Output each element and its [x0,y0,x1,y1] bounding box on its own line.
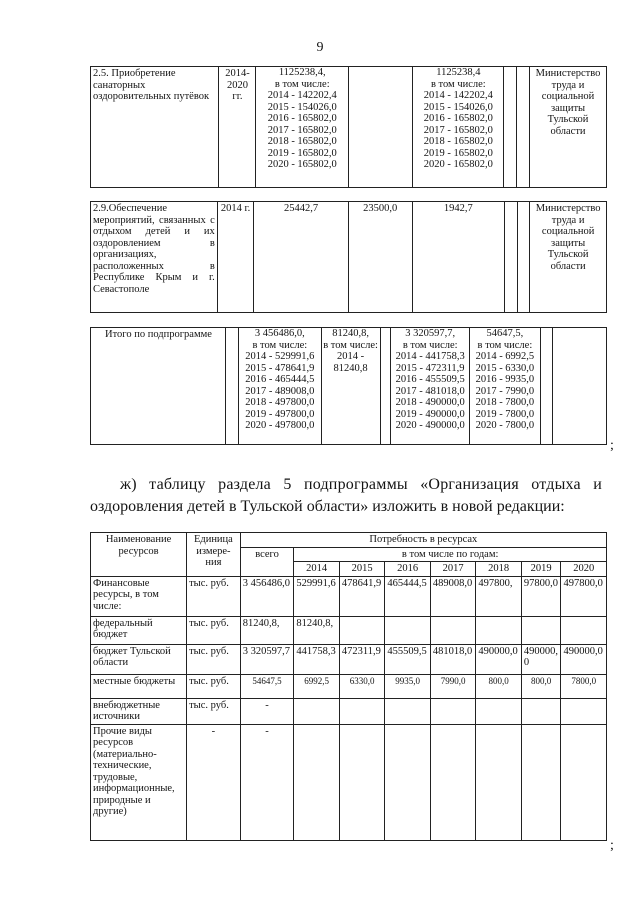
row-value-2016 [385,724,431,840]
table-row [91,576,607,616]
row-total: 3 320597,7 [240,644,294,674]
row-total: 54647,5 [240,674,294,698]
row-value-2017 [430,724,476,840]
row-value-2017: 489008,0 [430,576,476,616]
row-value-2020: 490000,0 [561,644,607,674]
row-total: 3 456486,0 [240,576,294,616]
row-name: внебюджетные источники [91,698,187,724]
row-value-2014: 529991,6 [294,576,340,616]
row-2-9-executor: Министерство труда и социальной защиты Тульской области [530,202,607,313]
row-total: 81240,8, [240,616,294,644]
program-table-row-2-5 [90,66,607,188]
total-row-period [226,328,239,445]
row-value-2017: 7990,0 [430,674,476,698]
row-value-2016: 455509,5 [385,644,431,674]
paragraph-line-1: ж) таблицу раздела 5 подпрограммы «Организация отдыха и [120,476,602,493]
header-year-2019: 2019 [521,562,561,577]
row-total: - [240,724,294,840]
row-value-2019: 490000, 0 [521,644,561,674]
row-2-9-regional: 1942,7 [412,202,504,313]
row-2-9-local [504,202,517,313]
row-2-5-total: 1125238,4, в том числе: 2014 - 142202,4 2015 - 154026,0 2016 - 165802,0 2017 - 165802,0 2018 - 165802,0 2019 - 165802,0 2020 - 165802,0 [256,67,349,188]
row-value-2015 [339,698,385,724]
row-name: бюджет Тульской области [91,644,187,674]
row-value-2017: 481018,0 [430,644,476,674]
row-value-2018 [476,724,522,840]
row-2-5-period: 2014-2020 гг. [219,67,256,188]
row-2-9-name: 2.9.Обеспечение мероприятий, связанных с отдыхом детей и их оздоровлением в организациях, расположенных в Республике Крым и г. Севастополе [91,202,218,313]
row-value-2014 [294,724,340,840]
row-value-2015: 472311,9 [339,644,385,674]
row-value-2016: 9935,0 [385,674,431,698]
row-value-2015 [339,724,385,840]
header-total: всего [240,547,294,576]
program-table-total [90,327,607,445]
row-total: - [240,698,294,724]
table-row [91,616,607,644]
row-value-2018: 490000,0 [476,644,522,674]
header-by-years: в том числе по годам: [294,547,607,562]
row-name: Прочие виды ресурсов (материально-технические, трудовые, информационные, природные и другие) [91,724,187,840]
row-value-2020 [561,698,607,724]
row-value-2018 [476,698,522,724]
table-row [91,698,607,724]
header-year-2017: 2017 [430,562,476,577]
row-2-9-period: 2014 г. [217,202,254,313]
total-row-federal: 81240,8, в том числе: 2014 - 81240,8 [321,328,380,445]
row-name: Финансовые ресурсы, в том числе: [91,576,187,616]
row-unit: тыс. руб. [187,644,241,674]
row-value-2020 [561,724,607,840]
row-value-2014: 6992,5 [294,674,340,698]
row-2-5-name: 2.5. Приобретение санаторных оздоровительных путёвок [91,67,219,188]
amendment-paragraph [90,474,602,518]
table-row [91,644,607,674]
header-year-2015: 2015 [339,562,385,577]
row-value-2019: 800,0 [521,674,561,698]
header-year-2018: 2018 [476,562,522,577]
row-value-2020 [561,616,607,644]
row-value-2019 [521,698,561,724]
row-unit: тыс. руб. [187,674,241,698]
row-value-2018 [476,616,522,644]
row-value-2014 [294,698,340,724]
row-2-9-federal: 23500,0 [348,202,412,313]
page-number: 9 [316,40,324,55]
table-row [91,724,607,840]
table-row [91,674,607,698]
total-row-local: 54647,5, в том числе: 2014 - 6992,5 2015 - 6330,0 2016 - 9935,0 2017 - 7990,0 2018 - 7800,0 2019 - 7800,0 2020 - 7800,0 [470,328,541,445]
row-unit: тыс. руб. [187,698,241,724]
row-2-5-regional: 1125238,4 в том числе: 2014 - 142202,4 2015 - 154026,0 2016 - 165802,0 2017 - 165802,0 2018 - 165802,0 2019 - 165802,0 2020 - 165802,0 [413,67,504,188]
row-value-2015: 6330,0 [339,674,385,698]
header-year-2016: 2016 [385,562,431,577]
row-2-5-executor: Министерство труда и социальной защиты Тульской области [530,67,607,188]
paragraph-line-2: оздоровления детей в Тульской области» изложить в новой редакции: [90,498,565,515]
row-value-2018: 497800, [476,576,522,616]
header-name: Наименование ресурсов [91,533,187,577]
header-unit: Единица измере-ния [187,533,241,577]
row-value-2014: 441758,3 [294,644,340,674]
row-unit: тыс. руб. [187,576,241,616]
semicolon-2: ; [610,838,614,853]
row-value-2020: 497800,0 [561,576,607,616]
resources-table [90,532,607,841]
header-year-2020: 2020 [561,562,607,577]
row-2-5-local [504,67,517,188]
row-name: местные бюджеты [91,674,187,698]
total-row-extra [540,328,553,445]
total-row-total: 3 456486,0, в том числе: 2014 - 529991,6 2015 - 478641,9 2016 - 465444,5 2017 - 489008,0 2018 - 497800,0 2019 - 497800,0 2020 - 497800,0 [239,328,322,445]
row-value-2015 [339,616,385,644]
row-value-2019: 97800,0 [521,576,561,616]
total-row-spacer [380,328,391,445]
semicolon-1: ; [610,438,614,453]
row-2-5-federal [349,67,413,188]
row-2-9-total: 25442,7 [254,202,348,313]
total-row-regional: 3 320597,7, в том числе: 2014 - 441758,3 2015 - 472311,9 2016 - 455509,5 2017 - 481018,0 2018 - 490000,0 2019 - 490000,0 2020 - 490000,0 [391,328,470,445]
row-2-5-extra [517,67,530,188]
total-row-name: Итого по подпрограмме [91,328,226,445]
total-row-executor [553,328,607,445]
row-unit: - [187,724,241,840]
row-value-2019 [521,616,561,644]
row-value-2016 [385,698,431,724]
row-value-2016 [385,616,431,644]
row-name: федеральный бюджет [91,616,187,644]
header-need: Потребность в ресурсах [240,533,606,548]
row-value-2019 [521,724,561,840]
row-value-2014: 81240,8, [294,616,340,644]
row-value-2018: 800,0 [476,674,522,698]
row-value-2017 [430,616,476,644]
row-unit: тыс. руб. [187,616,241,644]
header-year-2014: 2014 [294,562,340,577]
row-2-9-extra [517,202,530,313]
program-table-row-2-9 [90,201,607,313]
row-value-2017 [430,698,476,724]
row-value-2015: 478641,9 [339,576,385,616]
row-value-2020: 7800,0 [561,674,607,698]
row-value-2016: 465444,5 [385,576,431,616]
